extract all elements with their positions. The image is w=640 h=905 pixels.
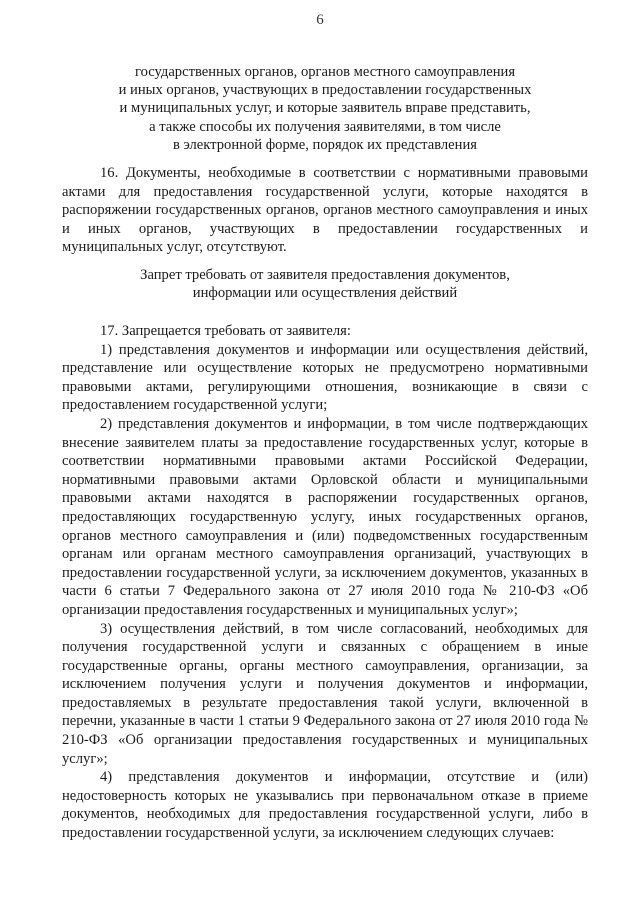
paragraph-17-intro: 17. Запрещается требовать от заявителя: (100, 323, 351, 339)
section-heading-documents (62, 63, 588, 154)
section-heading-prohibition (62, 266, 588, 302)
paragraph-17-item-4: 4) представления документов и информации, отсутствие и (или) недостоверность которых не указывались при первоначальном отказе в приеме документов, необходимых для предоставления государственной услуги, либо в предоставлении государственной услуги, за исключением следующих случаев: (62, 769, 588, 842)
paragraph-17-item-2: 2) представления документов и информации, в том числе подтверждающих внесение заявителем платы за предоставление государственных услуг, которые в соответствии нормативными правовыми актами Российской Федерации, нормативными правовыми актами Орловской области и муниципальными правовыми актами находятся в распоряжении государственных органов, предоставляющих государственную услугу, иных государственных органов, органов местного самоуправления и (или) подведомственных государственным органам или органам местного самоуправления организаций, участвующих в предоставлении государственной услуги, за исключением документов, указанных в части 6 статьи 7 Федерального закона от 27 июля 2010 года № 210-ФЗ «Об организации предоставления государственных и муниципальных услуг»; (62, 415, 588, 618)
heading-line: в электронной форме, порядок их представления (172, 136, 477, 153)
heading-line: Запрет требовать от заявителя предоставления документов, (140, 267, 510, 283)
heading-line: а также способы их получения заявителями, в том числе (149, 118, 501, 135)
paragraph-17-item-3: 3) осуществления действий, в том числе согласований, необходимых для получения государственной услуги и связанных с обращением в иные государственные органы, органы местного самоуправления, организации, за исключением получения услуги и получения документов и информации, предоставляемых в результате предоставления такой услуги, включенной в перечни, указанные в части 1 статьи 9 Федерального закона от 27 июля 2010 года № 210-ФЗ «Об организации предоставления государственных и муниципальных услуг»; (62, 620, 588, 767)
heading-line: государственных органов, органов местного самоуправления (134, 64, 516, 80)
heading-line: и иных органов, участвующих в предоставлении государственных (118, 82, 532, 99)
heading-line: и муниципальных услуг, и которые заявитель вправе представить, (119, 100, 531, 117)
paragraph-16-block (62, 164, 588, 257)
heading-line: информации или осуществления действий (192, 285, 458, 302)
paragraph-17-block (62, 322, 588, 843)
paragraph-16: 16. Документы, необходимые в соответствии с нормативными правовыми актами для предоставления государственной услуги, которые находятся в распоряжении государственных органов, органов местного самоуправления и иных и иных органов, участвующих в предоставлении государственных и муниципальных услуг, отсутствуют. (62, 165, 588, 256)
page-number: 6 (316, 12, 324, 28)
paragraph-17-item-1: 1) представления документов и информации или осуществления действий, представление или осуществление которых не предусмотрено нормативными правовыми актами, регулирующими отношения, возникающие в связи с предоставлением государственной услуги; (62, 341, 588, 414)
